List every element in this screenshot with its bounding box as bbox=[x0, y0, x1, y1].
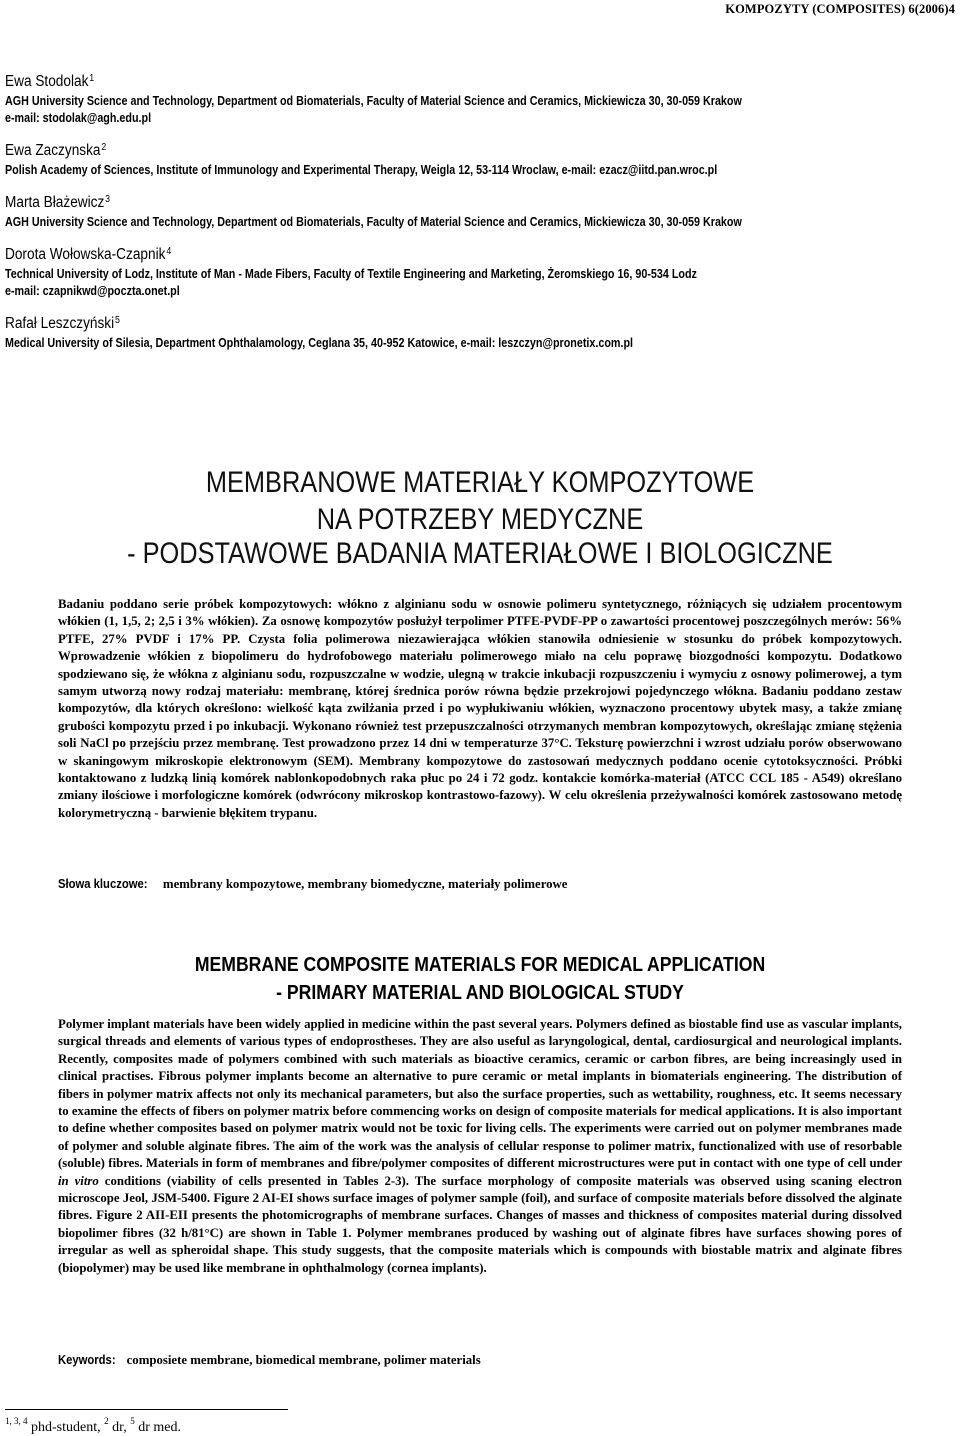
author-name-text: Rafał Leszczyński bbox=[5, 315, 115, 332]
author-name bbox=[5, 310, 120, 335]
author-name bbox=[5, 137, 106, 162]
footnote-mark: 5 bbox=[130, 1416, 135, 1426]
affiliation-line: Technical University of Lodz, Institute of Man - Made Fibers, Faculty of Textile Engineering and Marketing, Żeromskiego 16, 90-534 Lodz bbox=[5, 267, 697, 281]
author-name-text: Marta Błażewicz bbox=[5, 194, 105, 211]
polish-title-line-1: MEMBRANOWE MATERIAŁY KOMPOZYTOWE bbox=[205, 466, 755, 499]
english-abstract bbox=[58, 1016, 902, 1277]
author-sup: 3 bbox=[105, 194, 111, 205]
author-sup: 2 bbox=[101, 142, 107, 153]
author-name-text: Dorota Wołowska-Czapnik bbox=[5, 246, 166, 263]
english-abstract-italic: in vitro bbox=[58, 1173, 99, 1188]
footnote-mark: 2 bbox=[104, 1416, 109, 1426]
footnote-text: phd-student, bbox=[31, 1420, 101, 1435]
polish-title-line-3: - PODSTAWOWE BADANIA MATERIAŁOWE I BIOLOGICZNE bbox=[127, 537, 833, 570]
author-block bbox=[5, 241, 955, 300]
author-name bbox=[5, 68, 94, 93]
affiliation-line: AGH University Science and Technology, Department od Biomaterials, Faculty of Material Science and Ceramics, Mickiewicza 30, 30-059 Krakow bbox=[5, 94, 742, 108]
journal-header: KOMPOZYTY (COMPOSITES) 6(2006)4 bbox=[725, 2, 955, 16]
author-block bbox=[5, 310, 955, 352]
english-abstract-part-1: Polymer implant materials have been widely applied in medicine within the past several years. Polymers defined as biostable find use as vascular implants, surgical threads and elements of various types of endoprostheses. They are also useful as laryngological, dental, cardiosurgical and neurological implants. Recently, composites made of polymers combined with such materials as bioactive ceramics, ceramic or carbon fibres, are being increasingly used in clinical practises. Fibrous polymer implants become an alternative to pure ceramic or metal implants in biomaterials engineering. The distribution of fibers in polymer matrix affects not only its mechanical parameters, but also the surface properties, such as wettability, roughness, etc. It seems necessary to examine the effects of fibers on polymer matrix before commencing works on design of composite materials for medical applications. It is also important to define whether composites based on polymer matrix would not be toxic for living cells. The experiments were carried out on polymer membranes made of polymer and soluble alginate fibres. The aim of the work was the analysis of cellular response to polimer matrix, functionalized with use of resorbable (soluble) fibres. Materials in form of membranes and fibre/polymer composites of different microstructures were put in contact with one type of cell under bbox=[58, 1017, 902, 1171]
footnote-mark: 1, 3, 4 bbox=[5, 1416, 28, 1426]
footnote bbox=[5, 1416, 181, 1436]
email-line: e-mail: stodolak@agh.edu.pl bbox=[5, 111, 152, 125]
keywords-text: composiete membrane, biomedical membrane, polimer materials bbox=[126, 1353, 481, 1367]
author-name bbox=[5, 189, 110, 214]
keywords-label: Słowa kluczowe: bbox=[58, 876, 148, 891]
author-name-text: Ewa Stodolak bbox=[5, 73, 89, 90]
author-block bbox=[5, 189, 955, 231]
english-abstract-part-2: conditions (viability of cells presented in Tables 2-3). The surface morphology of composite materials was observed using scaning electron microscope Jeol, JSM-5400. Figure 2 AI-EI shows surface images of polymer sample (foil), and surface of composite materials before dissolved the alginate fibres. Figure 2 AII-EII presents the photomicrographs of membrane surfaces. Changes of masses and thickness of composites material during dissolved biopolimer fibres (32 h/81°C) are shown in Table 1. Polymer membranes produced by washing out of alginate fibres have surfaces showing pores of irregular as well as spheroidal shape. This study suggests, that the composite materials which is compounds with biostable matrix and alginate fibres (biopolymer) may be used like membrane in ophthalmology (cornea implants). bbox=[58, 1173, 902, 1275]
affiliation-line: Medical University of Silesia, Department Ophthalamology, Ceglana 35, 40-952 Katowice, e-mail: leszczyn@pronetix.com.pl bbox=[5, 336, 634, 350]
affiliation-line: AGH University Science and Technology, Department od Biomaterials, Faculty of Material Science and Ceramics, Mickiewicza 30, 30-059 Krakow bbox=[5, 215, 742, 229]
keywords-text: membrany kompozytowe, membrany biomedyczne, materiały polimerowe bbox=[162, 877, 568, 891]
affiliation-line: Polish Academy of Sciences, Institute of Immunology and Experimental Therapy, Weigla 12, 53-114 Wroclaw, e-mail: ezacz@iitd.pan.wroc.pl bbox=[5, 163, 718, 177]
polish-title-line-2: NA POTRZEBY MEDYCZNE bbox=[316, 503, 644, 536]
footnote-text: dr med. bbox=[138, 1420, 181, 1435]
author-block bbox=[5, 68, 955, 127]
polish-abstract: Badaniu poddano serie próbek kompozytowych: włókno z alginianu sodu w osnowie polimeru syntetycznego, różniących się udziałem procentowym włókien (1, 1,5, 2; 2,5 i 3% włókien). Za osnowę kompozytów posłużył terpolimer PTFE-PVDF-PP o zawartości procentowej poszczególnych merów: 56% PTFE, 27% PVDF i 17% PP. Czysta folia polimerowa niezawierająca włókien stanowiła odniesienie w stosunku do próbek kompozytowych. Wprowadzenie włókien z biopolimeru do hydrofobowego materiału polimerowego miało na celu poprawę biozgodności kompozytu. Dodatkowo spodziewano się, że włókna z alginianu sodu, rozpuszczalne w wodzie, ulegną w trakcie inkubacji rozpuszczeniu i wymyciu z osnowy polimerowej, a tym samym utworzą nowy rodzaj materiału: membranę, której średnica porów równa będzie przekrojowi pojedynczego włókna. Badaniu poddano zestaw kompozytów, dla których określono: wielkość kąta zwilżania przed i po wypłukiwaniu włókien, wyznaczono procentowy ubytek masy, a także zmianę grubości kompozytu przed i po inkubacji. Wykonano również test przepuszczalności otrzymanych membran kompozytowych, określając zmianę stężenia soli NaCl po przejściu przez membranę. Test prowadzono przez 14 dni w temperaturze 37°C. Teksturę powierzchni i wzrost udziału porów obserwowano w skaningowym mikroskopie elektronowym (SEM). Membrany kompozytowe do zastosowań medycznych poddano ocenie cytotoksyczności. Próbki kontaktowano z ludzką linią komórek nablonkopodobnych raka płuc po 24 i 72 godz. kontakcie komórka-materiał (ATCC CCL 185 - A549) określano zmiany ilościowe i morfologiczne komórek (odwrócony mikroskop kontrastowo-fazowy). W celu określenia przeżywalności komórek zastosowano metodę kolorymetryczną - barwienie błękitem trypanu. bbox=[58, 597, 902, 820]
author-name bbox=[5, 241, 171, 266]
polish-keywords bbox=[58, 876, 567, 892]
english-title-line-1: MEMBRANE COMPOSITE MATERIALS FOR MEDICAL APPLICATION bbox=[194, 953, 766, 976]
keywords-label: Keywords: bbox=[58, 1352, 116, 1367]
author-sup: 5 bbox=[115, 315, 120, 326]
author-list bbox=[5, 68, 955, 362]
footnote-text: dr, bbox=[112, 1420, 127, 1435]
english-title-line-2: - PRIMARY MATERIAL AND BIOLOGICAL STUDY bbox=[276, 981, 684, 1004]
author-block bbox=[5, 137, 955, 179]
author-name-text: Ewa Zaczynska bbox=[5, 142, 101, 159]
english-keywords bbox=[58, 1352, 481, 1368]
author-sup: 1 bbox=[89, 73, 95, 84]
email-line: e-mail: czapnikwd@poczta.onet.pl bbox=[5, 284, 180, 298]
author-sup: 4 bbox=[166, 246, 172, 257]
footnote-divider bbox=[5, 1409, 288, 1410]
